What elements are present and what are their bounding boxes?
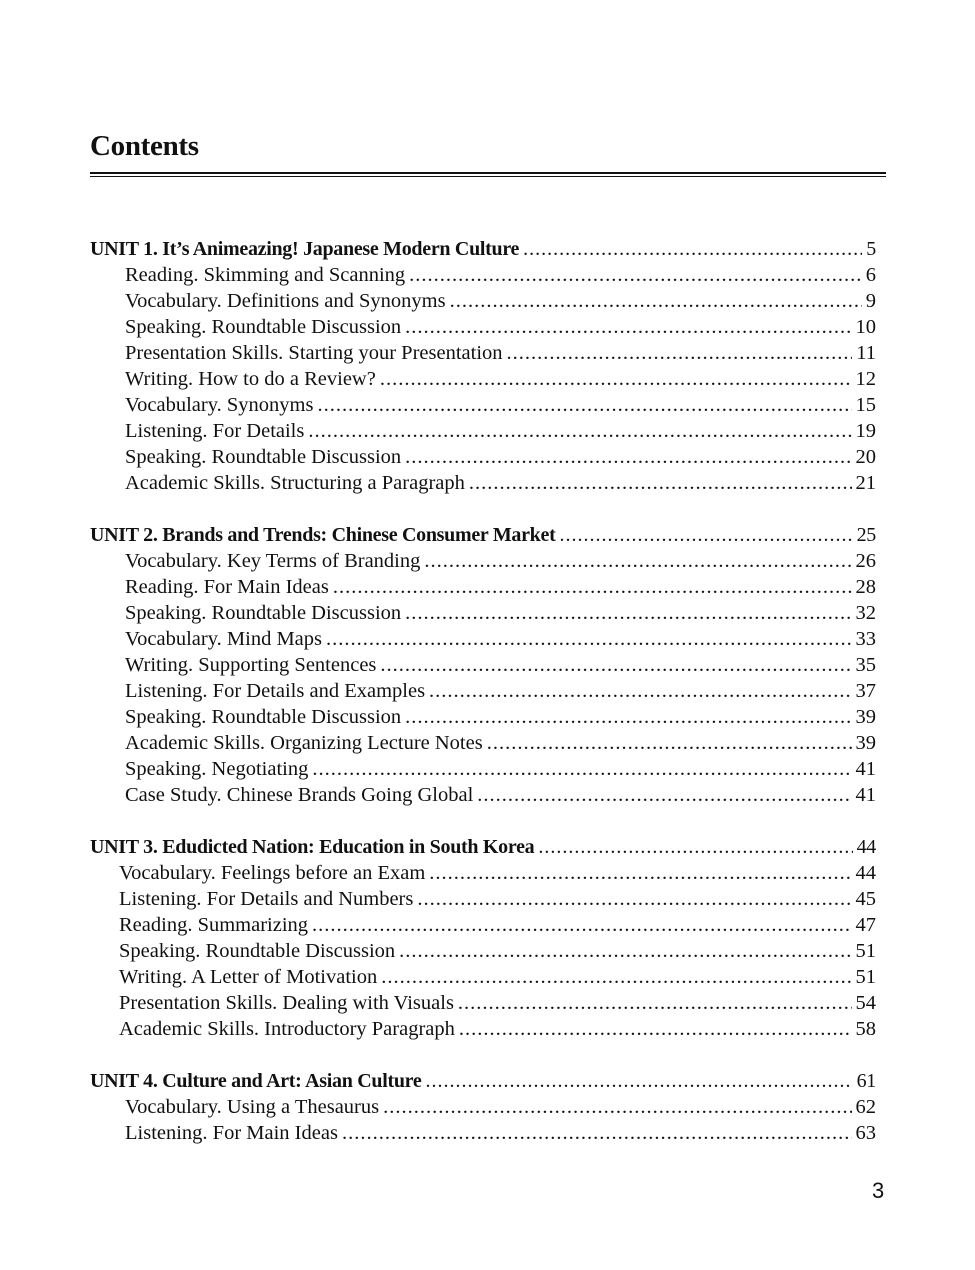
toc-entry-page: 35: [855, 654, 876, 676]
unit-heading-row: [90, 1068, 876, 1094]
dot-leader: [399, 938, 851, 964]
toc-entry-page: 62: [855, 1096, 876, 1118]
toc-entry-page: 41: [855, 784, 876, 806]
toc-entry-title: Presentation Skills. Dealing with Visuals: [119, 992, 454, 1014]
toc-entry-page: 20: [855, 446, 876, 468]
toc-entry-page: 51: [855, 940, 876, 962]
toc-entry-title: Speaking. Roundtable Discussion: [125, 316, 402, 338]
toc-entry-page: 44: [856, 836, 876, 858]
toc-entry-page: 39: [855, 732, 876, 754]
toc-entry-row: [90, 782, 876, 808]
toc-entry-row: [90, 886, 876, 912]
toc-entry-page: 37: [855, 680, 876, 702]
toc-entry-page: 47: [855, 914, 876, 936]
title-rule-thin: [90, 176, 886, 177]
toc-entry-title: Reading. Skimming and Scanning: [125, 264, 406, 286]
dot-leader: [559, 522, 852, 548]
dot-leader: [477, 782, 851, 808]
toc-entry-row: [90, 1120, 876, 1146]
toc-entry-title: Speaking. Roundtable Discussion: [119, 940, 396, 962]
dot-leader: [459, 1016, 852, 1042]
dot-leader: [405, 600, 851, 626]
toc-entry-page: 25: [856, 524, 876, 546]
toc-entry-page: 26: [855, 550, 876, 572]
dot-leader: [312, 912, 851, 938]
toc-entry-title: Reading. For Main Ideas: [125, 576, 329, 598]
toc-entry-page: 28: [855, 576, 876, 598]
toc-entry-page: 45: [855, 888, 876, 910]
toc-entry-row: [90, 1094, 876, 1120]
toc-entry-row: [90, 860, 876, 886]
dot-leader: [380, 366, 852, 392]
dot-leader: [469, 470, 852, 496]
toc-entry-page: 39: [855, 706, 876, 728]
toc-entry-title: Vocabulary. Using a Thesaurus: [125, 1096, 380, 1118]
toc-entry-title: Academic Skills. Introductory Paragraph: [119, 1018, 455, 1040]
unit-section: [90, 1068, 876, 1146]
toc-entry-page: 41: [855, 758, 876, 780]
toc-entry-title: Presentation Skills. Starting your Presentation: [125, 342, 503, 364]
dot-leader: [342, 1120, 852, 1146]
toc-entry-title: Writing. A Letter of Motivation: [119, 966, 378, 988]
unit-section: [90, 834, 876, 1042]
toc-entry-title: Listening. For Details and Numbers: [119, 888, 414, 910]
toc-entry-page: 32: [855, 602, 876, 624]
toc-entry-page: 63: [855, 1122, 876, 1144]
toc-entry-title: UNIT 4. Culture and Art: Asian Culture: [90, 1070, 422, 1092]
dot-leader: [380, 652, 851, 678]
toc-entry-title: Vocabulary. Feelings before an Exam: [119, 862, 426, 884]
toc-entry-title: Writing. Supporting Sentences: [125, 654, 377, 676]
toc-entry-title: Vocabulary. Mind Maps: [125, 628, 323, 650]
toc-entry-title: Speaking. Negotiating: [125, 758, 309, 780]
unit-heading-row: [90, 522, 876, 548]
dot-leader: [429, 678, 851, 704]
dot-leader: [409, 262, 862, 288]
unit-heading-row: [90, 834, 876, 860]
toc-entry-title: UNIT 3. Edudicted Nation: Education in South Korea: [90, 836, 535, 858]
toc-entry-row: [90, 574, 876, 600]
toc-entry-row: [90, 938, 876, 964]
dot-leader: [538, 834, 852, 860]
dot-leader: [383, 1094, 851, 1120]
toc-entry-title: Listening. For Details: [125, 420, 305, 442]
toc-entry-row: [90, 392, 876, 418]
toc-entry-page: 12: [855, 368, 876, 390]
toc-entry-page: 11: [856, 342, 876, 364]
dot-leader: [405, 704, 851, 730]
toc-entry-page: 61: [856, 1070, 876, 1092]
toc-entry-row: [90, 964, 876, 990]
toc-entry-title: Vocabulary. Key Terms of Branding: [125, 550, 421, 572]
toc-entry-row: [90, 288, 876, 314]
dot-leader: [308, 418, 851, 444]
toc-entry-row: [90, 704, 876, 730]
toc-entry-page: 15: [855, 394, 876, 416]
dot-leader: [487, 730, 852, 756]
toc-entry-title: Speaking. Roundtable Discussion: [125, 446, 402, 468]
unit-section: [90, 522, 876, 808]
toc-entry-row: [90, 418, 876, 444]
toc-entry-page: 54: [855, 992, 876, 1014]
toc-entry-title: Writing. How to do a Review?: [125, 368, 376, 390]
dot-leader: [317, 392, 851, 418]
toc-entry-page: 19: [855, 420, 876, 442]
toc-entry-row: [90, 366, 876, 392]
toc-entry-page: 10: [855, 316, 876, 338]
toc-entry-title: UNIT 2. Brands and Trends: Chinese Consumer Market: [90, 524, 556, 546]
toc-entry-row: [90, 756, 876, 782]
dot-leader: [450, 288, 862, 314]
dot-leader: [425, 1068, 852, 1094]
unit-section: [90, 236, 876, 496]
toc-entry-row: [90, 548, 876, 574]
toc-entry-title: Vocabulary. Synonyms: [125, 394, 314, 416]
toc-entry-row: [90, 1016, 876, 1042]
toc-entry-title: Academic Skills. Organizing Lecture Notes: [125, 732, 483, 754]
toc-entry-title: Case Study. Chinese Brands Going Global: [125, 784, 474, 806]
toc-entry-title: Academic Skills. Structuring a Paragraph: [125, 472, 465, 494]
page-title: Contents: [90, 130, 199, 162]
toc-entry-page: 6: [865, 264, 876, 286]
dot-leader: [405, 314, 851, 340]
toc-entry-page: 21: [855, 472, 876, 494]
toc-entry-title: Vocabulary. Definitions and Synonyms: [125, 290, 446, 312]
toc-entry-title: Listening. For Main Ideas: [125, 1122, 338, 1144]
dot-leader: [417, 886, 851, 912]
dot-leader: [424, 548, 851, 574]
toc-entry-row: [90, 600, 876, 626]
dot-leader: [312, 756, 851, 782]
title-rule-thick: [90, 172, 886, 174]
dot-leader: [523, 236, 862, 262]
toc-entry-row: [90, 340, 876, 366]
dot-leader: [507, 340, 853, 366]
toc-entry-row: [90, 652, 876, 678]
toc-entry-row: [90, 444, 876, 470]
toc-entry-page: 51: [855, 966, 876, 988]
dot-leader: [381, 964, 851, 990]
toc-entry-row: [90, 990, 876, 1016]
page-number: 3: [872, 1178, 885, 1203]
dot-leader: [333, 574, 852, 600]
toc-entry-page: 9: [865, 290, 876, 312]
toc-entry-page: 33: [855, 628, 876, 650]
toc-entry-row: [90, 262, 876, 288]
toc-entry-page: 5: [866, 238, 876, 260]
toc-entry-title: UNIT 1. It’s Animeazing! Japanese Modern Culture: [90, 238, 520, 260]
toc-entry-title: Listening. For Details and Examples: [125, 680, 426, 702]
toc-entry-title: Reading. Summarizing: [119, 914, 309, 936]
unit-heading-row: [90, 236, 876, 262]
dot-leader: [458, 990, 852, 1016]
toc-entry-row: [90, 314, 876, 340]
table-of-contents: [90, 236, 876, 1172]
dot-leader: [326, 626, 851, 652]
dot-leader: [405, 444, 851, 470]
toc-entry-title: Speaking. Roundtable Discussion: [125, 706, 402, 728]
toc-entry-row: [90, 626, 876, 652]
toc-entry-page: 58: [855, 1018, 876, 1040]
toc-entry-title: Speaking. Roundtable Discussion: [125, 602, 402, 624]
toc-entry-row: [90, 470, 876, 496]
toc-entry-row: [90, 912, 876, 938]
dot-leader: [429, 860, 851, 886]
toc-entry-row: [90, 730, 876, 756]
toc-entry-row: [90, 678, 876, 704]
toc-entry-page: 44: [855, 862, 876, 884]
